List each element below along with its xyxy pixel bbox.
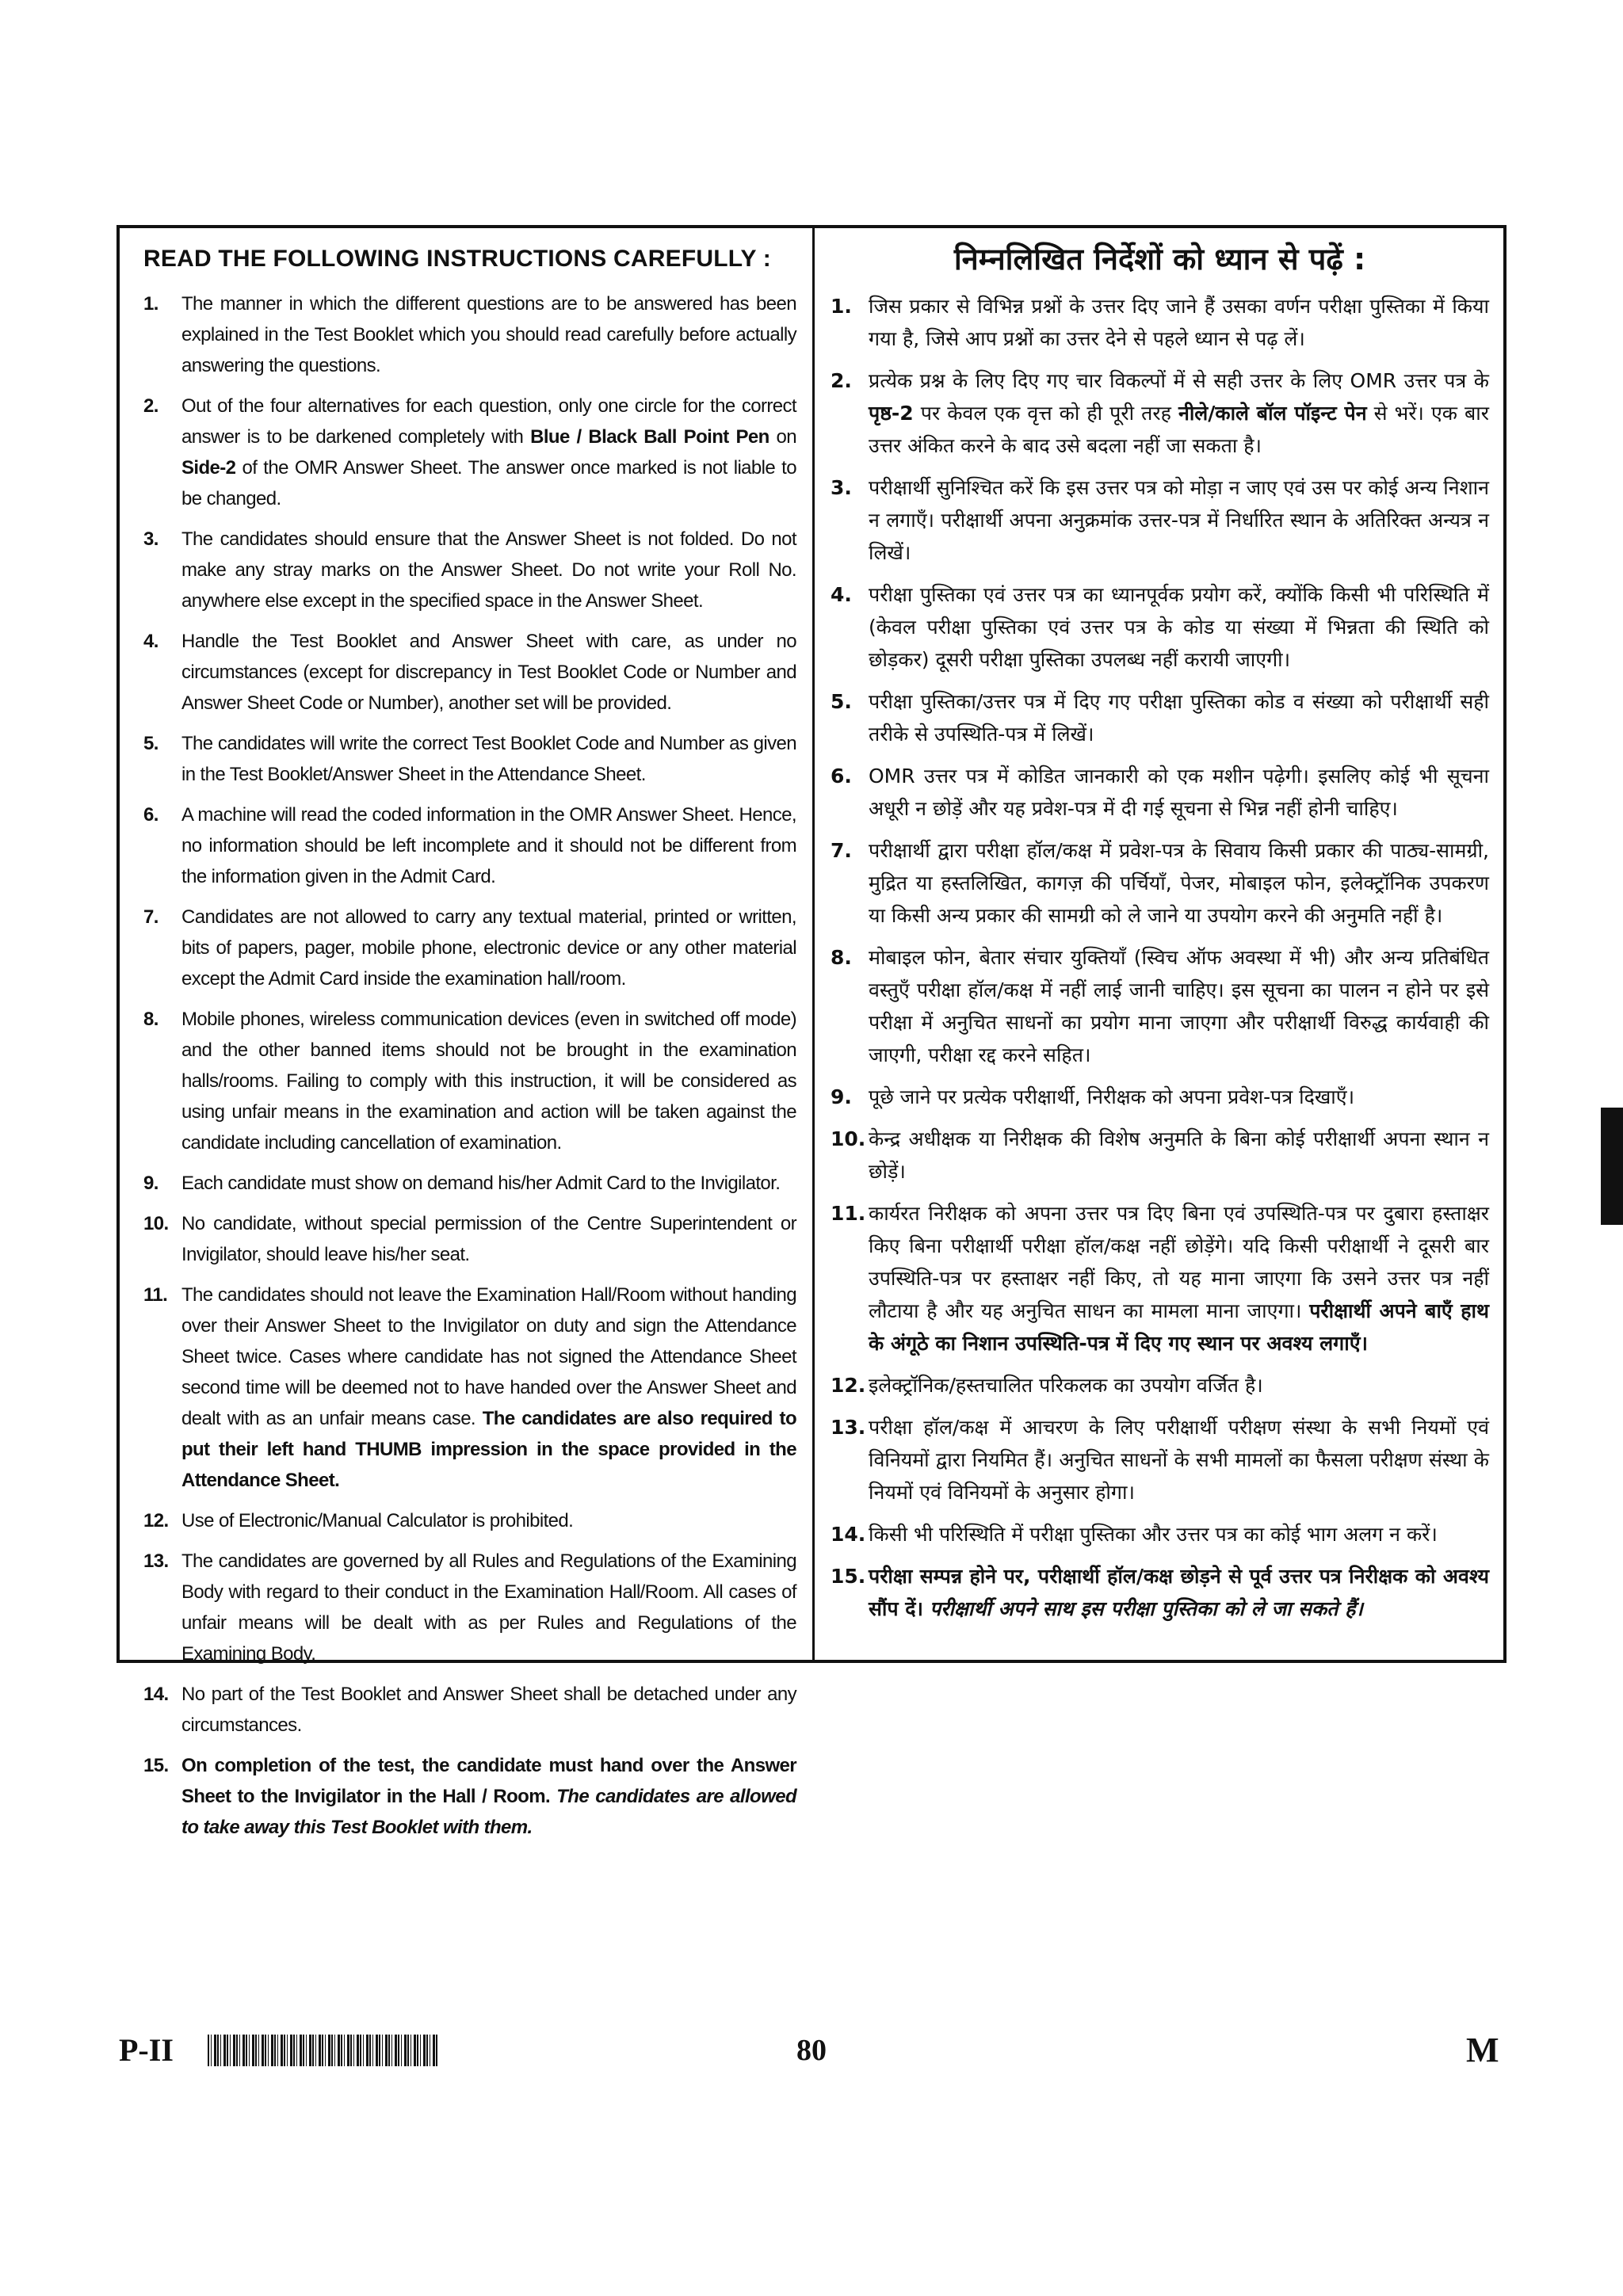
instruction-text [869,1197,1489,1360]
instruction-text [181,288,796,381]
hindi-column [815,228,1503,1660]
instruction-item [134,1546,796,1669]
instruction-item [134,626,796,719]
instruction-text [181,1004,796,1158]
instruction-text [181,902,796,994]
instruction-item [831,578,1489,676]
instruction-item [134,1750,796,1843]
paper-code: P-II [119,2032,174,2068]
booklet-series: M [1466,2031,1499,2069]
instruction-text [181,391,796,514]
instruction-number: 11. [143,1284,168,1306]
instruction-item [831,364,1489,462]
instruction-text [869,1518,1489,1550]
instruction-text [869,1369,1489,1402]
instruction-item [831,1518,1489,1550]
instruction-number: 14. [831,1523,866,1546]
instruction-text-segment: जिस प्रकार से विभिन्न प्रश्नों के उत्तर दिए जाने हैं उसका वर्णन परीक्षा पुस्तिका में किया गया है, जिसे आप प्रश्नों का उत्तर देने से पहले ध्यान से पढ़ लें। [869,295,1489,350]
instruction-text [869,1081,1489,1113]
instruction-number: 6. [143,804,158,826]
page-number: 80 [796,2034,827,2067]
instruction-item [831,1081,1489,1113]
instruction-text-segment: से भरें। एक बार उत्तर अंकित करने के बाद उसे बदला नहीं जा सकता है। [869,402,1489,457]
instruction-text-segment: परीक्षार्थी द्वारा परीक्षा हॉल/कक्ष में प्रवेश-पत्र के सिवाय किसी प्रकार की पाठ्य-सामग्री, मुद्रित या हस्तलिखित, कागज़ की पर्चियाँ, पेजर, मोबाइल फोन, इलेक्ट्रॉनिक उपकरण या किसी अन्य प्रकार की सामग्री को ले जाने या उपयोग करने की अनुमति नहीं है। [869,839,1489,927]
instruction-text-segment [923,1597,930,1620]
instruction-item [831,1369,1489,1402]
instruction-number: 3. [143,528,158,550]
instruction-text-segment: No candidate, without special permission of the Centre Superintendent or Invigilator, should leave his/her seat. [181,1213,796,1265]
instruction-text-segment: किसी भी परिस्थिति में परीक्षा पुस्तिका और उत्तर पत्र का कोई भाग अलग न करें। [869,1523,1438,1546]
english-instruction-list [134,288,796,1843]
instruction-text [181,1679,796,1741]
instruction-text [869,1123,1489,1188]
instruction-text-segment [550,1786,556,1807]
instruction-text-segment: Use of Electronic/Manual Calculator is prohibited. [181,1510,574,1531]
instruction-text [181,1208,796,1270]
instruction-text-segment: of the OMR Answer Sheet. The answer once marked is not liable to be changed. [181,457,796,509]
instruction-number: 8. [143,1009,158,1030]
instruction-text-segment: Handle the Test Booklet and Answer Sheet with care, as under no circumstances (except for discrepancy in Test Booklet Code or Number and Answer Sheet Code or Number), another set will be provided. [181,631,796,714]
instruction-item [134,1505,796,1536]
instruction-text [869,760,1489,825]
instruction-text-segment: OMR उत्तर पत्र में कोडित जानकारी को एक मशीन पढ़ेगी। इसलिए कोई भी सूचना अधूरी न छोड़ें और यह प्रवेश-पत्र में दी गई सूचना से भिन्न नहीं होनी चाहिए। [869,765,1489,820]
instruction-number: 10. [831,1127,866,1150]
instruction-item [831,941,1489,1071]
instruction-number: 15. [143,1755,169,1776]
instruction-text-segment: परीक्षार्थी अपने साथ इस परीक्षा पुस्तिका को ले जा सकते हैं। [929,1597,1363,1620]
instruction-text-segment: मोबाइल फोन, बेतार संचार युक्तियाँ (स्विच ऑफ अवस्था में भी) और अन्य प्रतिबंधित वस्तुएँ परीक्षा हॉल/कक्ष में नहीं लाई जानी चाहिए। इस सूचना का पालन न होने पर इसे परीक्षा में अनुचित साधनों का प्रयोग माना जाएगा और परीक्षार्थी विरुद्ध कार्यवाही की जाएगी, परीक्षा रद्द करने सहित। [869,946,1489,1066]
english-heading: READ THE FOLLOWING INSTRUCTIONS CAREFULLY : [143,246,771,272]
instruction-number: 4. [143,631,158,652]
instruction-text-segment: Candidates are not allowed to carry any textual material, printed or written, bits of papers, pager, mobile phone, electronic device or any other material except the Admit Card inside the examination hall/room. [181,906,796,990]
instruction-text-segment: प्रत्येक प्रश्न के लिए दिए गए चार विकल्पों में से सही उत्तर के लिए OMR उत्तर पत्र के [869,369,1489,392]
instruction-item [831,1123,1489,1188]
instruction-text [181,728,796,790]
instruction-item [831,685,1489,750]
instruction-number: 4. [831,583,852,606]
instruction-text [869,1560,1489,1625]
instruction-item [831,760,1489,825]
instruction-item [831,1197,1489,1360]
instruction-text-segment: A machine will read the coded information in the OMR Answer Sheet. Hence, no information should be left incomplete and it should not be different from the information given in the Admit Card. [181,804,796,887]
page-edge-tab-marker [1601,1108,1623,1225]
instruction-text [181,1280,796,1496]
instruction-text-segment: पूछे जाने पर प्रत्येक परीक्षार्थी, निरीक्षक को अपना प्रवेश-पत्र दिखाएँ। [869,1085,1355,1108]
instruction-number: 10. [143,1213,169,1234]
instruction-text-segment: Out of the four alternatives for each question, only one circle for the correct answer is to be darkened completely with [181,395,796,448]
instruction-item [134,1679,796,1741]
instruction-text [181,1505,796,1536]
instruction-text-segment: पर केवल एक वृत्त को ही पूरी तरह [913,402,1178,425]
hindi-heading: निम्नलिखित निर्देशों को ध्यान से पढ़ें : [953,242,1366,277]
instruction-text-segment: परीक्षार्थी अपने बाएँ हाथ के अंगूठे का निशान उपस्थिति-पत्र में दिए गए स्थान पर अवश्य लगाएँ। [869,1299,1490,1355]
instruction-text-segment: The candidates will write the correct Test Booklet Code and Number as given in the Test Booklet/Answer Sheet in the Attendance Sheet. [181,733,796,785]
instruction-text-segment: Mobile phones, wireless communication devices (even in switched off mode) and the other banned items should not be brought in the examination halls/rooms. Failing to comply with this instruction, it will be considered as using unfair means in the examination and action will be taken against the candidate including cancellation of examination. [181,1009,796,1154]
instruction-number: 14. [143,1684,169,1705]
instruction-number: 1. [143,293,158,315]
instruction-text-segment: परीक्षा सम्पन्न होने पर, परीक्षार्थी हॉल/कक्ष छोड़ने से पूर्व उत्तर पत्र निरीक्षक को अवश्य सौंप दें। [869,1565,1489,1620]
instruction-number: 2. [831,369,852,392]
instruction-text-segment: इलेक्ट्रॉनिक/हस्तचालित परिकलक का उपयोग वर्जित है। [869,1374,1263,1397]
instruction-number: 5. [831,690,852,713]
instruction-item [134,1004,796,1158]
instruction-item [831,1411,1489,1508]
instruction-item [134,1168,796,1199]
instruction-item [831,834,1489,932]
instruction-text [181,799,796,892]
instruction-number: 6. [831,765,852,788]
instruction-item [831,1560,1489,1625]
instruction-text [869,471,1489,569]
instruction-item [134,1208,796,1270]
instruction-text-segment: परीक्षा हॉल/कक्ष में आचरण के लिए परीक्षार्थी परीक्षण संस्था के सभी नियमों एवं विनियमों द्वारा नियमित हैं। अनुचित साधनों के सभी मामलों का फैसला परीक्षण संस्था के नियमों एवं विनियमों के अनुसार होगा। [869,1416,1489,1504]
instruction-number: 12. [831,1374,866,1397]
instruction-number: 9. [143,1173,158,1194]
instruction-text [181,1168,796,1199]
instruction-text-segment: On completion of the test, the candidate must hand over the Answer Sheet to the Invigilator in the Hall / Room. [181,1755,796,1807]
instruction-text [181,524,796,616]
instruction-text-segment: The candidates are governed by all Rules and Regulations of the Examining Body with regard to their conduct in the Examination Hall/Room. All cases of unfair means will be dealt with as per Rules and Regulations of the Examining Body. [181,1550,796,1665]
instruction-number: 12. [143,1510,169,1531]
instruction-item [134,288,796,381]
instruction-item [134,728,796,790]
instruction-item [134,799,796,892]
instruction-item [134,524,796,616]
instruction-text-segment: Side-2 [181,457,236,479]
instruction-number: 9. [831,1085,852,1108]
instruction-number: 11. [831,1202,866,1225]
instructions-box [116,225,1507,1838]
instruction-item [134,902,796,994]
instruction-text-segment: कार्यरत निरीक्षक को अपना उत्तर पत्र दिए बिना एवं उपस्थिति-पत्र पर दुबारा हस्ताक्षर किए बिना परीक्षार्थी परीक्षा हॉल/कक्ष नहीं छोड़ेंगे। यदि किसी परीक्षार्थी ने दूसरी बार उपस्थिति-पत्र पर हस्ताक्षर नहीं किए, तो यह माना जाएगा कि उसने उत्तर पत्र नहीं लौटाया है और यह अनुचित साधन का मामला माना जाएगा। [869,1202,1489,1322]
instruction-number: 13. [831,1416,866,1439]
hindi-instruction-list [831,290,1489,1625]
instruction-text-segment: No part of the Test Booklet and Answer Sheet shall be detached under any circumstances. [181,1684,796,1736]
instruction-number: 13. [143,1550,169,1572]
instruction-text [869,578,1489,676]
instruction-text-segment: परीक्षार्थी सुनिश्चित करें कि इस उत्तर पत्र को मोड़ा न जाए एवं उस पर कोई अन्य निशान न लगाएँ। परीक्षार्थी अपना अनुक्रमांक उत्तर-पत्र में निर्धारित स्थान के अतिरिक्त अन्यत्र न लिखें। [869,476,1489,564]
instruction-text-segment: नीले/काले बॉल पॉइन्ट पेन [1178,402,1367,425]
instruction-text-segment: Blue / Black Ball Point Pen [530,426,769,448]
instruction-text [869,685,1489,750]
instruction-item [134,1280,796,1496]
instruction-text-segment: परीक्षा पुस्तिका/उत्तर पत्र में दिए गए परीक्षा पुस्तिका कोड व संख्या को परीक्षार्थी सही तरीके से उपस्थिति-पत्र में लिखें। [869,690,1489,746]
instruction-item [831,290,1489,355]
instruction-text-segment: परीक्षा पुस्तिका एवं उत्तर पत्र का ध्यानपूर्वक प्रयोग करें, क्योंकि किसी भी परिस्थिति में (केवल परीक्षा पुस्तिका एवं उत्तर पत्र के कोड या संख्या में भिन्नता की स्थिति को छोड़कर) दूसरी परीक्षा पुस्तिका उपलब्ध नहीं करायी जाएगी। [869,583,1489,671]
instruction-text-segment: The candidates should not leave the Examination Hall/Room without handing over their Answer Sheet to the Invigilator on duty and sign the Attendance Sheet twice. Cases where candidate has not signed the Attendance Sheet second time will be deemed not to have handed over the Answer Sheet and dealt with as an unfair means case. [181,1284,796,1429]
instruction-text-segment: The manner in which the different questions are to be answered has been explained in the Test Booklet which you should read carefully before actually answering the questions. [181,293,796,376]
instruction-text-segment: पृष्ठ-2 [869,402,914,425]
instruction-text-segment: केन्द्र अधीक्षक या निरीक्षक की विशेष अनुमति के बिना कोई परीक्षार्थी अपना स्थान न छोड़ें। [869,1127,1489,1183]
instruction-number: 2. [143,395,158,417]
instruction-text [869,834,1489,932]
instruction-text-segment: on [769,426,796,448]
english-column [120,228,815,1838]
instruction-text-segment: The candidates are allowed to take away this Test Booklet with them. [181,1786,796,1838]
instruction-item [134,391,796,514]
instruction-text [869,290,1489,355]
instruction-number: 1. [831,295,852,318]
instruction-text [869,1411,1489,1508]
instruction-number: 8. [831,946,852,969]
instruction-text [869,364,1489,462]
instruction-text [181,626,796,719]
instruction-number: 7. [831,839,852,862]
instruction-number: 15. [831,1565,866,1588]
instruction-text-segment: The candidates are also required to put their left hand THUMB impression in the space provided in the Attendance Sheet. [181,1408,797,1491]
instruction-text-segment: Each candidate must show on demand his/her Admit Card to the Invigilator. [181,1173,781,1194]
instruction-text-segment: The candidates should ensure that the Answer Sheet is not folded. Do not make any stray marks on the Answer Sheet. Do not write your Roll No. anywhere else except in the specified space in the Answer Sheet. [181,528,796,612]
instruction-text [181,1546,796,1669]
instruction-text [869,941,1489,1071]
instruction-text [181,1750,796,1843]
instruction-item [831,471,1489,569]
instruction-number: 7. [143,906,158,928]
instruction-number: 3. [831,476,852,499]
instruction-number: 5. [143,733,158,754]
